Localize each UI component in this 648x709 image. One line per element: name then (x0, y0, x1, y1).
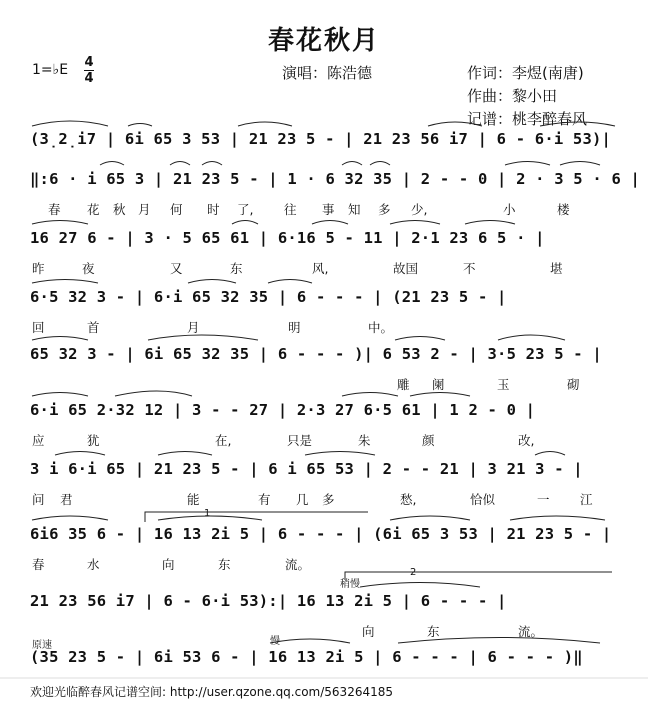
tempo-mark-b: 慢 (270, 636, 280, 647)
lyric-word: 东 (427, 624, 440, 639)
lyric-word: 流。 (285, 557, 311, 572)
transcriber-credit: 记谱：桃李醉春风 (467, 110, 588, 128)
lyric-word: 恰似 (470, 492, 496, 507)
lyric-word: 回 (32, 320, 45, 335)
score-line-4 (0, 288, 648, 338)
notation: 16 27 6 - | 3 · 5 65 61 | 6·16 5 - 11 | 2·1 23 6 5 · | (30, 229, 545, 247)
lyric-word: 故国 (393, 261, 419, 276)
lyric-word: 几 (296, 492, 309, 507)
lyric-word: 江 (580, 492, 593, 507)
notation: 3 i 6·i 65 | 21 23 5 - | 6 i 65 53 | 2 - - 21 | 3 21 3 - | (30, 460, 583, 478)
notation: (35 23 5 - | 6i 53 6 - | 16 13 2i 5 | 6 - - - | 6 - - - )‖ (30, 648, 583, 666)
notation: (3̣2̣i7 | 6i 65 3 53 | 21 23 5 - | 21 23 56 i7 | 6 - 6·i 53)| (30, 130, 612, 148)
score-line-2 (0, 170, 648, 220)
lyric-word: 东 (230, 261, 243, 276)
lyric-word: 月 (138, 202, 151, 217)
slur (360, 583, 480, 588)
composer-credit: 作曲：黎小田 (467, 87, 558, 105)
meter-bottom: 4 (84, 71, 94, 86)
lyric-word: 时 (207, 202, 220, 217)
lyric-word: 一 (537, 492, 550, 507)
volta-1-label: 1 (204, 508, 211, 519)
lyricist-credit: 作词：李煜(南唐) (467, 64, 584, 82)
lyric-word: 楼 (557, 202, 570, 217)
lyric-word: 首 (87, 320, 100, 335)
lyric-word: 有 (258, 492, 271, 507)
lyric-word: 昨 (32, 261, 45, 276)
slur (32, 221, 88, 225)
slur (390, 221, 440, 225)
notation: 6·i 65 2·32 12 | 3 - - 27 | 2·3 27 6·5 61 | 1 2 - 0 | (30, 401, 536, 419)
lyric-word: 犹 (87, 433, 100, 448)
lyric-word: 问 (32, 492, 45, 507)
slur (305, 452, 375, 456)
slur (55, 452, 105, 456)
lyric-word: 阑 (432, 377, 445, 392)
lyric-word: 又 (170, 261, 183, 276)
slur (32, 516, 108, 520)
lyric-word: 能 (187, 492, 200, 507)
lyric-word: 小 (503, 202, 516, 217)
lyric-word: 愁, (400, 492, 417, 507)
slur (510, 516, 605, 520)
lyric-word: 月 (187, 320, 200, 335)
lyric-word: 只是 (287, 433, 313, 448)
lyric-word: 春 (48, 202, 61, 217)
slur (238, 122, 292, 126)
lyric-word: 了, (237, 202, 254, 217)
lyric-word: 玉 (497, 377, 510, 392)
slur (32, 121, 108, 126)
lyric-word: 春 (32, 557, 45, 572)
footer-text: 欢迎光临醉春风记谱空间: http://user.qzone.qq.com/563264185 (30, 685, 394, 699)
lyric-word: 少, (411, 202, 428, 217)
tempo-mark: 稍慢 (340, 579, 360, 590)
lyric-word: 中。 (368, 320, 394, 335)
volta-2-label: 2 (410, 567, 417, 578)
lyric-word: 风, (312, 261, 329, 276)
slur (232, 221, 258, 225)
slur (188, 280, 236, 284)
notation: 21 23 56 i7 | 6 - 6·i 53):| 16 13 2i 5 | 6 - - - | (30, 592, 507, 610)
score-line-9 (0, 567, 648, 642)
slur (312, 221, 348, 225)
lyric-word: 堪 (550, 261, 563, 276)
slur (158, 452, 212, 456)
lyric-word: 多 (322, 492, 335, 507)
lyric-word: 往 (284, 202, 297, 217)
lyric-word: 多 (378, 202, 391, 217)
slur (32, 280, 98, 284)
notation: 6i6 35 6 - | 16 13 2i 5 | 6 - - - | (6i 65 3 53 | 21 23 5 - | (30, 525, 612, 543)
notation: ‖:6 · i 65 3 | 21 23 5 - | 1 · 6 32 35 | 2 - - 0 | 2 · 3 5 · 6 | (30, 170, 641, 188)
lyric-word: 砌 (567, 377, 580, 392)
slur (268, 280, 312, 284)
lyric-word: 夜 (82, 261, 95, 276)
lyric-word: 花 (87, 202, 100, 217)
singer-credit: 演唱：陈浩德 (282, 64, 373, 82)
lyric-word: 知 (348, 202, 361, 217)
lyric-word: 向 (162, 557, 175, 572)
volta-1-bracket (145, 512, 368, 522)
lyric-word: 水 (87, 557, 100, 572)
key-signature: 1=♭E (32, 62, 69, 78)
meter-top: 4 (84, 55, 94, 70)
score-line-8 (0, 508, 648, 575)
time-signature (84, 56, 94, 85)
notation: 65 32 3 - | 6i 65 32 35 | 6 - - - )| 6 53 2 - | 3·5 23 5 - | (30, 345, 602, 363)
lyric-word: 流。 (518, 624, 544, 639)
lyric-word: 改, (518, 433, 535, 448)
lyric-word: 雕 (397, 377, 410, 392)
score-line-5 (0, 345, 648, 395)
lyric-word: 何 (170, 202, 183, 217)
slur (128, 124, 152, 127)
lyric-word: 向 (362, 624, 375, 639)
tempo-mark-a: 原速 (32, 640, 52, 651)
lyric-word: 应 (32, 433, 45, 448)
lyric-word: 东 (218, 557, 231, 572)
song-title: 春花秋月 (267, 26, 380, 56)
slur (535, 452, 565, 456)
notation: 6·5 32 3 - | 6·i 65 32 35 | 6 - - - | (21 23 5 - | (30, 288, 507, 306)
score-line-6 (0, 401, 648, 451)
lyric-word: 在, (215, 433, 232, 448)
slur (465, 221, 515, 225)
lyric-word: 君 (60, 492, 73, 507)
score-line-7 (0, 460, 648, 510)
lyric-word: 朱 (358, 433, 371, 448)
score-line-3 (0, 229, 648, 279)
lyric-word: 明 (288, 320, 301, 335)
lyric-word: 秋 (113, 202, 126, 217)
lyric-word: 事 (322, 202, 335, 217)
lyric-word: 不 (463, 261, 476, 276)
slur (390, 516, 470, 520)
lyric-word: 颜 (422, 433, 435, 448)
